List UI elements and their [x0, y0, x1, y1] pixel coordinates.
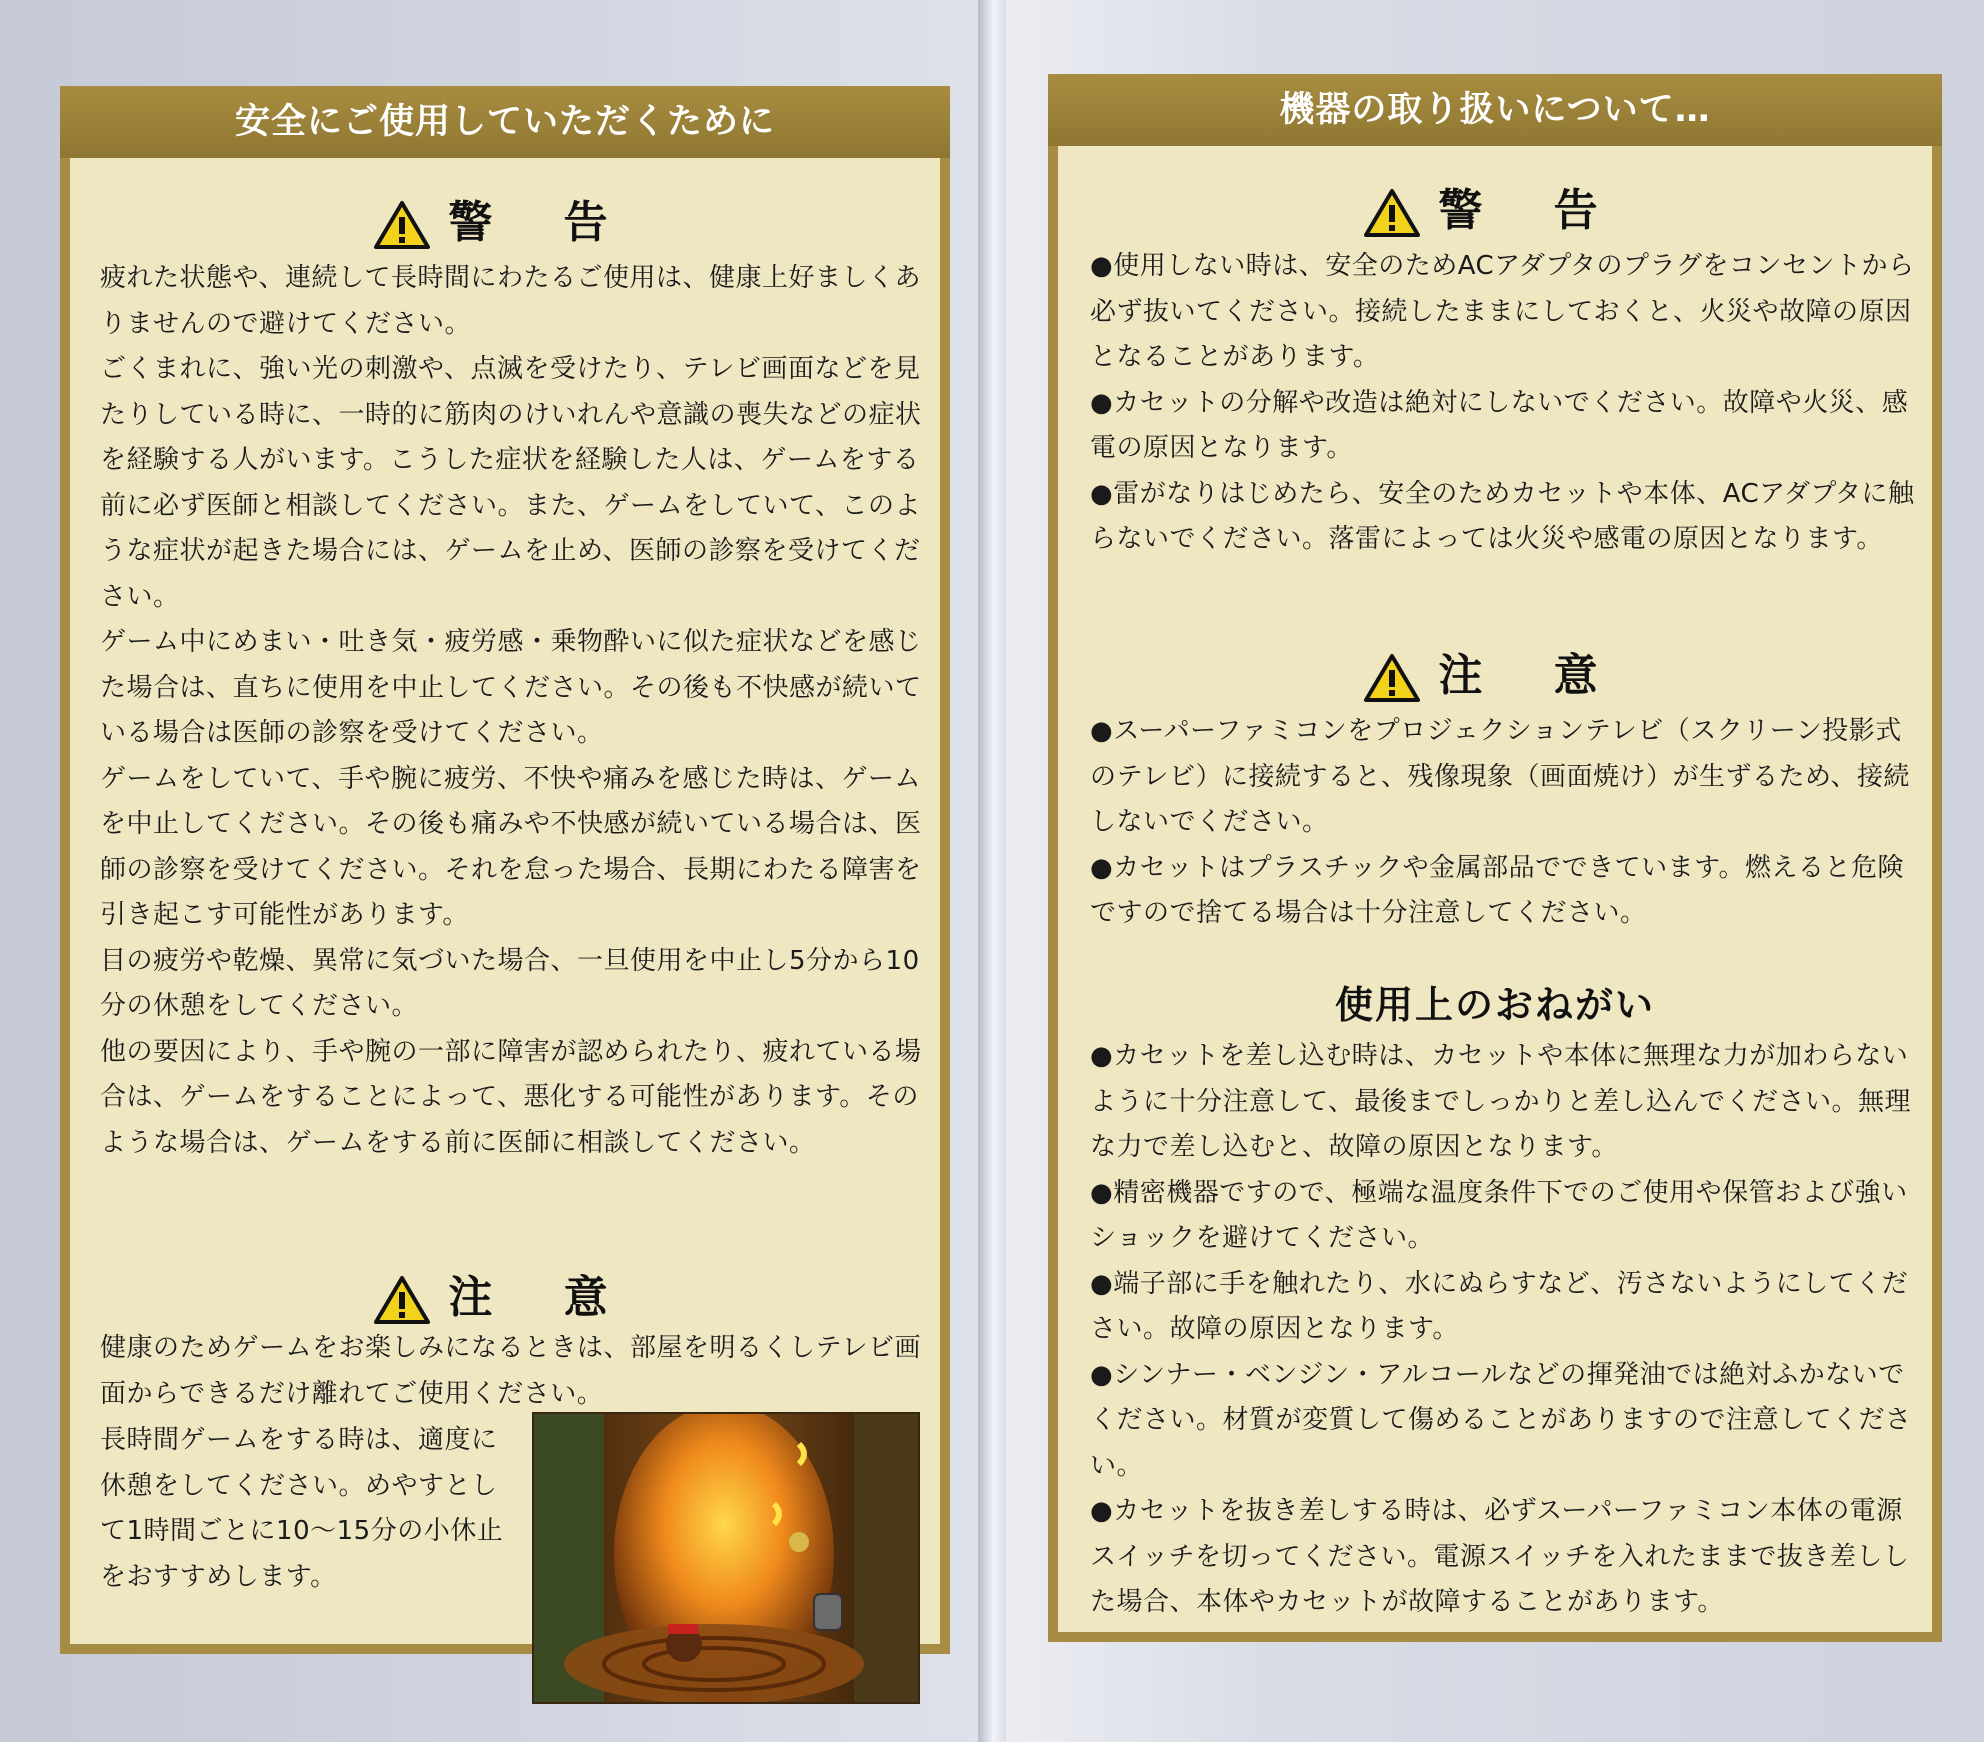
list-item: ● スーパーファミコンをプロジェクションテレビ（スクリーン投影式のテレビ）に接続すると、残像現象（画面焼け）が生ずるため、接続しないでください。	[1090, 709, 1916, 846]
warning-text	[100, 256, 930, 1166]
warning-triangle-icon	[1364, 653, 1420, 703]
warning-triangle-icon	[1364, 188, 1420, 238]
warning-paragraph: 目の疲労や乾燥、異常に気づいた場合、一旦使用を中止し5分から10分の休憩をしてください。	[100, 945, 920, 1021]
requests-heading: 使用上のおねがい	[1334, 983, 1655, 1027]
right-caution-list	[1090, 709, 1916, 937]
handling-panel	[1048, 74, 1942, 1642]
game-screenshot	[532, 1412, 920, 1704]
caution-text-1: 健康のためゲームをお楽しみになるときは、部屋を明るくしテレビ画面からできるだけ離れてご使用ください。	[100, 1333, 921, 1409]
warning-paragraph: 他の要因により、手や腕の一部に障害が認められたり、疲れている場合は、ゲームをすることによって、悪化する可能性があります。そのような場合は、ゲームをする前に医師に相談してください。	[100, 1036, 922, 1158]
list-item: ● シンナー・ベンジン・アルコールなどの揮発油では絶対ふかないでください。材質が変質して傷めることがありますので注意してください。	[1090, 1353, 1916, 1490]
requests-list	[1090, 1034, 1916, 1626]
safety-banner: 安全にご使用していただくために	[60, 86, 950, 158]
warning-paragraph: ゲーム中にめまい・吐き気・疲労感・乗物酔いに似た症状などを感じた場合は、直ちに使用を中止してください。その後も不快感が続いている場合は医師の診察を受けてください。	[100, 627, 922, 748]
right-caution-heading	[1058, 639, 1932, 703]
right-warning-list	[1090, 244, 1916, 563]
list-item: ● カセットを差し込む時は、カセットや本体に無理な力が加わらないように十分注意して、最後までしっかりと差し込んでください。無理な力で差し込むと、故障の原因となります。	[1090, 1034, 1916, 1171]
list-item: ● 使用しない時は、安全のためACアダプタのプラグをコンセントから必ず抜いてください。接続したままにしておくと、火災や故障の原因となることがあります。	[1090, 244, 1916, 381]
warning-heading	[70, 186, 940, 250]
book-spine	[978, 0, 1006, 1742]
list-item: ● 端子部に手を触れたり、水にぬらすなど、汚さないようにしてください。故障の原因となります。	[1090, 1262, 1916, 1353]
list-item: ● カセットを抜き差しする時は、必ずスーパーファミコン本体の電源スイッチを切ってください。電源スイッチを入れたままで抜き差しした場合、本体やカセットが故障することがあります。	[1090, 1489, 1916, 1626]
list-item: ● カセットはプラスチックや金属部品でできています。燃えると危険ですので捨てる場合は十分注意してください。	[1090, 846, 1916, 937]
warning-title: 警 告	[448, 197, 636, 248]
list-item: ● カセットの分解や改造は絶対にしないでください。故障や火災、感電の原因となります。	[1090, 381, 1916, 472]
warning-paragraph: 疲れた状態や、連続して長時間にわたるご使用は、健康上好ましくありませんので避けてください。	[100, 263, 921, 339]
list-item: ● 精密機器ですので、極端な温度条件下でのご使用や保管および強いショックを避けてください。	[1090, 1171, 1916, 1262]
caution-text-2: 長時間ゲームをする時は、適度に休憩をしてください。めやすとして1時間ごとに10～15分の小休止をおすすめします。	[100, 1425, 504, 1592]
handling-banner: 機器の取り扱いについて…	[1048, 74, 1942, 146]
warning-triangle-icon	[374, 1275, 430, 1325]
list-item: ● 雷がなりはじめたら、安全のためカセットや本体、ACアダプタに触らないでください。落雷によっては火災や感電の原因となります。	[1090, 472, 1916, 563]
right-warning-title: 警 告	[1438, 185, 1626, 236]
caution-heading	[70, 1261, 940, 1325]
caution-title: 注 意	[448, 1272, 636, 1323]
warning-paragraph: ごくまれに、強い光の刺激や、点滅を受けたり、テレビ画面などを見たりしている時に、一時的に筋肉のけいれんや意識の喪失などの症状を経験する人がいます。こうした症状を経験した人は、ゲームをする前に必ず医師と相談してください。また、ゲームをしていて、このような症状が起きた場合には、ゲームを止め、医師の診察を受けてください。	[100, 354, 922, 612]
warning-triangle-icon	[374, 200, 430, 250]
right-warning-heading	[1058, 174, 1932, 238]
right-caution-title: 注 意	[1438, 650, 1626, 701]
warning-paragraph: ゲームをしていて、手や腕に疲労、不快や痛みを感じた時は、ゲームを中止してください。その後も痛みや不快感が続いている場合は、医師の診察を受けてください。それを怠った場合、長期にわたる障害を引き起こす可能性があります。	[100, 763, 922, 930]
